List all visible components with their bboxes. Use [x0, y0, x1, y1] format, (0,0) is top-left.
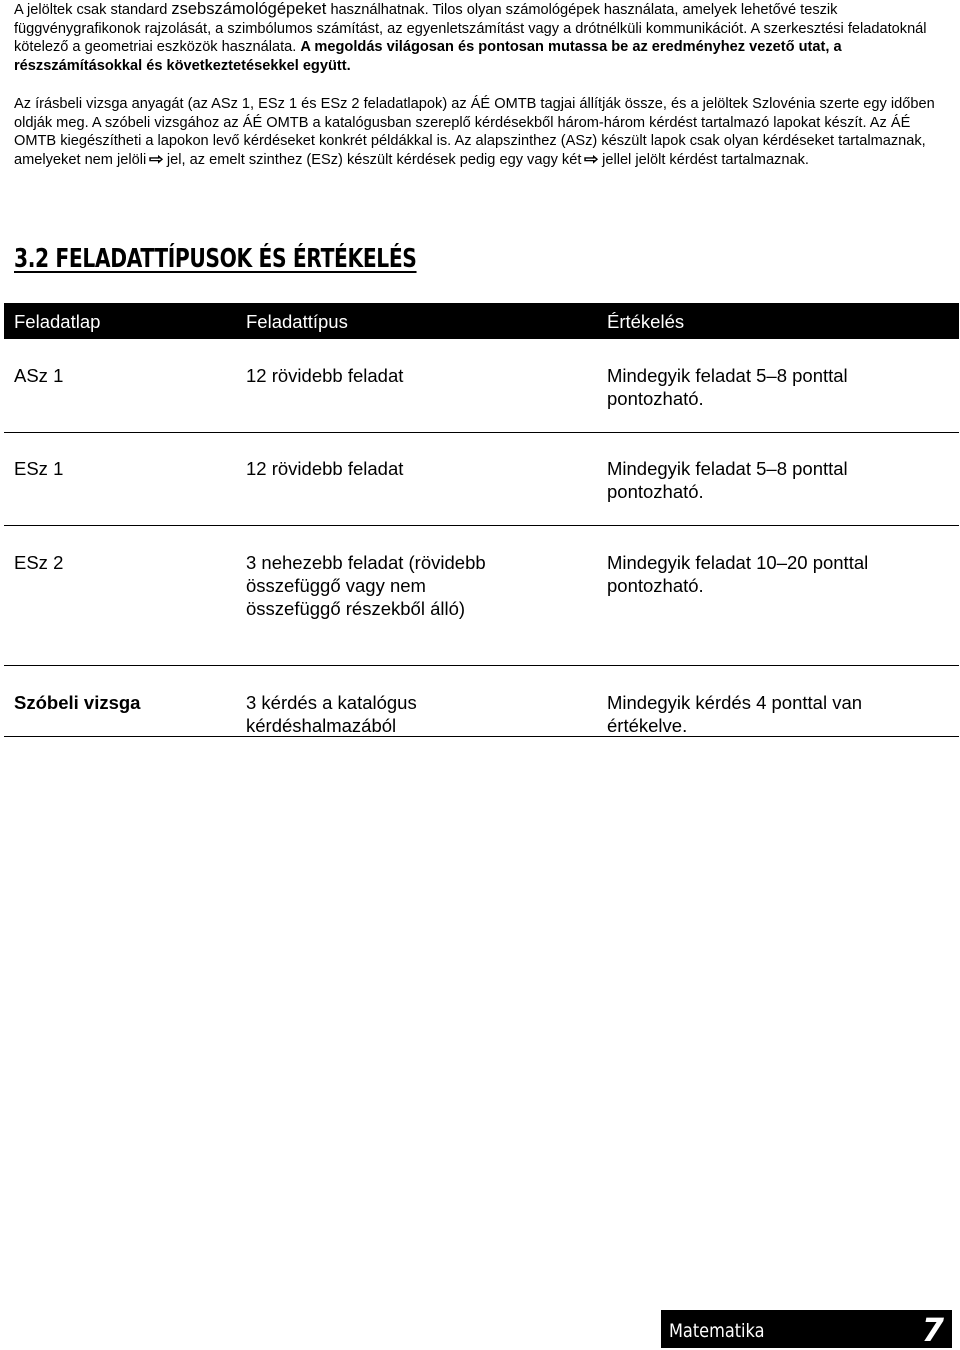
header-type: Feladattípus [246, 311, 348, 332]
intro-paragraph-1: A jelöltek csak standard zsebszámológépeket használhatnak. Tilos olyan számológépek használata, amelyek lehetővé teszik függvénygrafikonok rajzolását, a szimbólumos számítást, az egyenletszámítást vagy a drótnélküli kommunikációt. A szerkesztési feladatoknál kötelező a geometriai eszközök használata. A megoldás világosan és pontosan mutassa be az eredményhez vezető utat, a részszámításokkal és következtetésekkel együtt. [14, 0, 927, 74]
cell-type: 3 kérdés a katalógus kérdéshalmazából [246, 692, 417, 736]
table-header [4, 303, 959, 339]
page-footer [661, 1310, 952, 1348]
cell-sheet: ESz 1 [14, 458, 64, 479]
cell-sheet: ASz 1 [14, 365, 64, 386]
header-sheet: Feladatlap [14, 311, 101, 332]
cell-sheet: ESz 2 [14, 552, 64, 573]
cell-scoring: Mindegyik feladat 10–20 ponttal pontozható. [607, 552, 869, 596]
intro-paragraph-2: Az írásbeli vizsga anyagát (az ASz 1, ESz 1 és ESz 2 feladatlapok) az ÁÉ OMTB tagjai állítják össze, és a jelöltek Szlovénia szerte egy időben oldják meg. A szóbeli vizsgához az ÁÉ OMTB a katalógusban szereplő kérdésekből három-három kérdést tartalmazó lapokat készít. Az ÁÉ OMTB kiegészítheti a lapokon levő kérdéseket konkrét példákkal is. Az alapszinthez (ASz) készült lapok csak olyan kérdéseket tartalmaznak, amelyeket nem jelöli ⇨ jel, az emelt szinthez (ESz) készült kérdések pedig egy vagy két ⇨ jellel jelölt kérdést tartalmaznak. [14, 96, 935, 168]
cell-type: 12 rövidebb feladat [246, 365, 404, 386]
cell-scoring: Mindegyik feladat 5–8 ponttal pontozható. [607, 458, 848, 502]
header-scoring: Értékelés [607, 311, 685, 332]
arrow-icon: ⇨ [149, 150, 164, 168]
intro-bold-statement: A megoldás világosan és pontosan mutassa be az eredményhez vezető utat, a részszámításokkal és következtetésekkel együtt. [14, 39, 842, 74]
cell-type: 12 rövidebb feladat [246, 458, 404, 479]
cell-type: 3 nehezebb feladat (rövidebb összefüggő vagy nem összefüggő részekből álló) [246, 552, 486, 619]
footer-subject: Matematika [669, 1320, 765, 1342]
row-divider [4, 432, 959, 433]
row-divider [4, 665, 959, 666]
page-number: 7 [921, 1311, 944, 1349]
cell-scoring: Mindegyik kérdés 4 ponttal van értékelve. [607, 692, 863, 736]
row-divider [4, 736, 959, 737]
cell-sheet: Szóbeli vizsga [14, 692, 141, 713]
row-divider [4, 525, 959, 526]
section-title: 3.2 FELADATTÍPUSOK ÉS ÉRTÉKELÉS [14, 244, 417, 274]
cell-scoring: Mindegyik feladat 5–8 ponttal pontozható. [607, 365, 848, 409]
arrow-icon: ⇨ [584, 150, 599, 168]
